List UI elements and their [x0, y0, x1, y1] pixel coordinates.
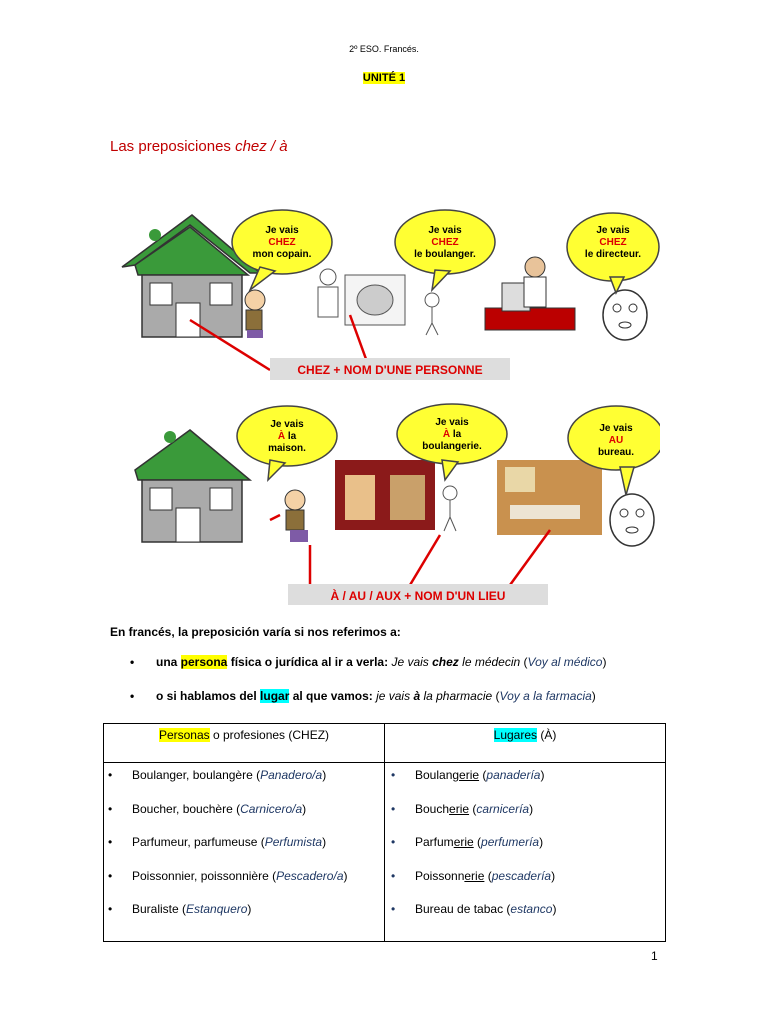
chez-a-illustration	[110, 205, 660, 605]
rule-banner-top	[270, 358, 510, 380]
french-word: Boucher, bouchère	[132, 801, 233, 816]
vocabulary-table	[103, 723, 666, 942]
rule-banner-bottom	[288, 584, 548, 605]
list-item: • Boulangerie (panadería)	[391, 768, 545, 782]
place-suffix: erie	[453, 835, 474, 849]
bubble-2-line-2: CHEZ	[431, 237, 459, 248]
bullet-glyph: •	[391, 868, 396, 883]
bubble-5-line-2	[443, 427, 462, 440]
bubble-3-line-2: CHEZ	[599, 237, 627, 248]
b2-es-close: )	[591, 689, 596, 703]
french-word: Poissonnier, poissonnière	[132, 868, 269, 883]
section-title-prefix: Las preposiciones	[110, 138, 236, 155]
place-suffix: erie	[449, 801, 470, 816]
place-suffix: erie	[464, 868, 485, 883]
table-body-row	[104, 763, 666, 942]
b2-highlight: lugar	[260, 689, 290, 703]
b1-fr3: le médecin	[458, 655, 521, 669]
list-item: • Poissonnier, poissonnière (Pescadero/a)	[108, 868, 348, 883]
bubble-2-line-1: Je vais	[428, 225, 462, 236]
bullet-glyph: •	[391, 902, 396, 916]
bullet-glyph: •	[108, 768, 113, 782]
rule-bottom-text: À / AU / AUX + NOM D'UN LIEU	[330, 589, 506, 603]
bubble-5-line-3: boulangerie.	[422, 441, 482, 452]
bubble-4-article: la	[285, 431, 297, 442]
spanish-translation: Carnicero/a	[240, 801, 303, 816]
bubble-3-line-1: Je vais	[596, 225, 630, 236]
bullet-glyph: •	[130, 689, 135, 703]
right-head-highlight: Lugares	[493, 728, 538, 742]
personas-cell	[104, 763, 385, 942]
spanish-translation: Estanquero	[186, 902, 248, 916]
spanish-translation: Pescadero/a	[276, 868, 344, 883]
bullet-glyph: •	[108, 902, 113, 916]
spanish-translation: panadería	[486, 768, 541, 782]
bullet-glyph: •	[108, 801, 113, 816]
bubble-4-prep: À	[277, 431, 286, 442]
intro-text: En francés, la preposición varía si nos referimos a:	[110, 625, 401, 639]
document-header: 2º ESO. Francés.	[349, 44, 419, 54]
place-suffix: erie	[459, 768, 480, 782]
list-item: • Boucherie (carnicería)	[391, 801, 534, 816]
bullet-glyph: •	[108, 868, 113, 883]
list-item: • Parfumerie (perfumería)	[391, 835, 544, 849]
french-word: Parfumeur, parfumeuse	[132, 835, 258, 849]
list-item: • Buraliste (Estanquero)	[108, 902, 252, 916]
worried-face-top	[603, 290, 647, 340]
place-stem: Boulang	[415, 768, 460, 782]
bubble-2-line-3: le boulanger.	[414, 249, 476, 260]
place-stem: Parfum	[415, 835, 454, 849]
b1-mid: física o jurídica al ir a verla:	[227, 655, 392, 669]
b2-mid: al que vamos:	[289, 689, 377, 703]
lugares-list	[385, 763, 665, 941]
place-stem: Bureau de tabac	[415, 902, 504, 916]
table-header-lugares	[385, 724, 666, 763]
office-photo	[497, 460, 602, 535]
b2-es-open: (	[492, 689, 500, 703]
list-item: • Boucher, bouchère (Carnicero/a)	[108, 801, 307, 816]
spanish-translation: estanco	[510, 902, 553, 916]
bakery-photo	[335, 460, 435, 530]
bullet-persona	[130, 655, 606, 669]
b1-es-open: (	[520, 655, 528, 669]
list-item: • Poissonnerie (pescadería)	[391, 868, 556, 883]
bullet-glyph: •	[130, 655, 135, 669]
bullet-glyph: •	[391, 835, 396, 849]
spanish-translation: Perfumista	[264, 835, 323, 849]
right-head-rest: (À)	[537, 728, 557, 742]
list-item: • Boulanger, boulangère (Panadero/a)	[108, 768, 327, 782]
section-title	[110, 138, 288, 155]
b2-es: Voy a la farmacia	[499, 689, 592, 703]
bubble-1-line-2: CHEZ	[268, 237, 296, 248]
bubble-5-article: la	[450, 429, 462, 440]
bubble-4-line-2	[278, 429, 297, 442]
worried-face-bottom	[610, 494, 654, 546]
b2-fr1: je vais	[376, 689, 414, 703]
lugares-cell	[385, 763, 666, 942]
bubble-5-line-1: Je vais	[435, 417, 469, 428]
bubble-4-line-1: Je vais	[270, 419, 304, 430]
bubble-5-prep: À	[442, 429, 451, 440]
place-stem: Poissonn	[415, 868, 465, 883]
boy-figure-top	[245, 290, 265, 338]
left-head-rest: o profesiones (CHEZ)	[209, 728, 330, 742]
b1-highlight: persona	[180, 655, 228, 669]
b1-es-close: )	[602, 655, 607, 669]
rule-top-text: CHEZ + NOM D'UNE PERSONNE	[297, 363, 483, 377]
spanish-translation: perfumería	[481, 835, 540, 849]
spanish-translation: Panadero/a	[260, 768, 323, 782]
baker-icon	[318, 269, 405, 325]
b2-fr3: la pharmacie	[420, 689, 493, 703]
bubble-6-line-3: bureau.	[597, 447, 635, 458]
personas-list	[104, 763, 384, 941]
table-header-row	[104, 724, 666, 763]
bubble-4-line-3: maison.	[268, 443, 306, 454]
bullet-glyph: •	[391, 768, 396, 782]
bullet-glyph: •	[391, 801, 396, 816]
bubble-3-line-3: le directeur.	[584, 249, 642, 260]
bubble-6-line-1: Je vais	[599, 423, 633, 434]
spanish-translation: carnicería	[476, 801, 530, 816]
b1-es: Voy al médico	[527, 655, 603, 669]
bullet-lugar	[130, 689, 596, 703]
spanish-translation: pescadería	[491, 868, 552, 883]
french-word: Buraliste	[132, 902, 179, 916]
left-head-highlight: Personas	[158, 728, 210, 742]
bubble-1-line-1: Je vais	[265, 225, 299, 236]
unit-title	[0, 72, 768, 84]
list-item: • Parfumeur, parfumeuse (Perfumista)	[108, 835, 327, 849]
b2-fr2: à	[413, 689, 421, 703]
b1-pre: una	[156, 655, 181, 669]
list-item: • Bureau de tabac (estanco)	[391, 902, 557, 916]
page-number: 1	[651, 949, 658, 963]
section-title-emphasis: chez / à	[235, 138, 288, 155]
bullet-glyph: •	[108, 835, 113, 849]
b2-pre: o si hablamos del	[156, 689, 261, 703]
bubble-6-line-2: AU	[608, 435, 624, 446]
bubble-1-line-3: mon copain.	[252, 249, 312, 260]
b1-fr1: Je vais	[391, 655, 433, 669]
table-header-personas	[104, 724, 385, 763]
french-word: Boulanger, boulangère	[132, 768, 253, 782]
unit-title-text: UNITÉ 1	[362, 72, 406, 84]
place-stem: Bouch	[415, 801, 450, 816]
b1-fr2: chez	[432, 655, 459, 669]
